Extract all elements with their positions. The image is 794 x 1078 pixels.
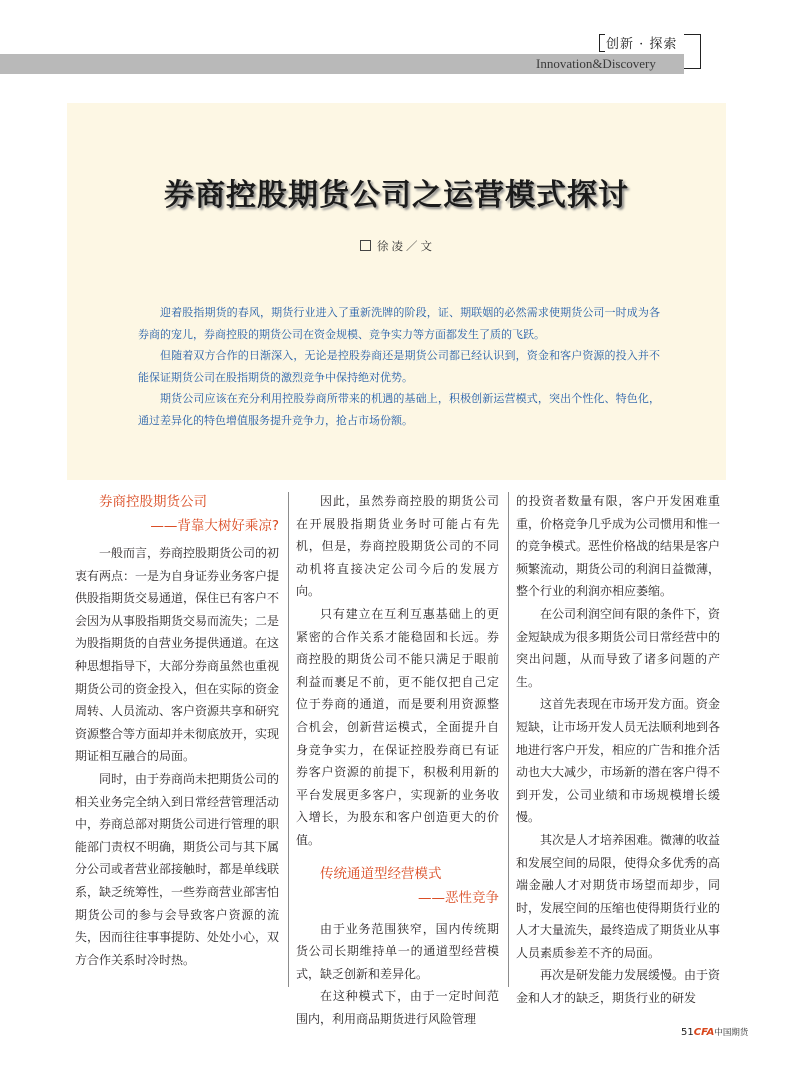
column-divider — [288, 492, 289, 987]
abstract-paragraph: 迎着股指期货的春风，期货行业进入了重新洗牌的阶段，证、期联姻的必然需求使期货公司一时成为各券商的宠儿，券商控股的期货公司在资金规模、竞争实力等方面都发生了质的飞跃。 — [138, 306, 660, 341]
body-paragraph: 只有建立在互利互惠基础上的更紧密的合作关系才能稳固和长远。券商控股的期货公司不能只满足于眼前利益而裹足不前，更不能仅把自己定位于券商的通道，而是要利用资源整合机会，创新营运模式，全面提升自身竞争实力，在保证控股券商已有证券客户资源的前提下，积极利用新的平台发展更多客户，实现新的业务收入增长，为股东和客户创造更大的价值。 — [296, 606, 499, 847]
body-paragraph: 的投资者数量有限，客户开发困难重重，价格竞争几乎成为公司惯用和惟一的竞争模式。恶性价格战的结果是客户频繁流动，期货公司的利润日益微薄，整个行业的利润亦相应萎缩。 — [516, 494, 721, 599]
body-paragraph: 再次是研发能力发展缓慢。由于资金和人才的缺乏，期货行业的研发 — [516, 968, 721, 1006]
abstract-paragraph: 期货公司应该在充分利用控股券商所带来的机遇的基础上，积极创新运营模式，突出个性化、特色化，通过差异化的特色增值服务提升竞争力，抢占市场份额。 — [138, 392, 660, 427]
body-paragraph: 同时，由于券商尚未把期货公司的相关业务完全纳入到日常经营管理活动中，券商总部对期货公司进行管理的职能部门责权不明确，期货公司与其下属分公司或者营业部接触时，都是单线联系，缺乏统筹性，一些券商营业部害怕期货公司的参与会导致客户资源的流失，因而往往事事提防、处处小心，双方合作关系时冷时热。 — [75, 771, 280, 967]
section-subheading: ——恶性竞争 — [418, 889, 499, 906]
square-bullet-icon — [360, 240, 371, 251]
body-paragraph: 其次是人才培养困难。微薄的收益和发展空间的局限，使得众多优秀的高端金融人才对期货市场望而却步，同时，发展空间的压缩也使得期货行业的人才大量流失，最终造成了期货业从事人员素质参差不齐的局面。 — [516, 832, 721, 960]
brand-logo: CFA — [693, 1027, 715, 1038]
page-footer — [681, 1026, 748, 1038]
magazine-name: 中国期货 — [714, 1028, 749, 1038]
body-paragraph: 在公司利润空间有限的条件下，资金短缺成为很多期货公司日常经营中的突出问题，从而导致了诸多问题的产生。 — [516, 606, 721, 689]
abstract — [138, 302, 660, 431]
body-paragraph: 由于业务范围狭窄，国内传统期货公司长期维持单一的通道型经营模式，缺乏创新和差异化。 — [296, 921, 499, 981]
abstract-paragraph: 但随着双方合作的日渐深入，无论是控股券商还是期货公司都已经认识到，资金和客户资源的投入并不能保证期货公司在股指期货的激烈竞争中保持绝对优势。 — [138, 349, 660, 384]
byline — [360, 238, 435, 254]
section-heading: 传统通道型经营模式 — [320, 865, 442, 882]
section-heading: 券商控股期货公司 — [99, 494, 207, 510]
body-paragraph: 一般而言，券商控股期货公司的初衷有两点：一是为自身证券业务客户提供股指期货交易通道，保住已有客户不会因为从事股指期货交易而流失；二是为股指期货的自营业务提供通道。在这种思想指导下，大部分券商虽然也重视期货公司的资金投入，但在实际的资金周转、人员流动、客户资源共享和研究资源整合等方面却并未彻底放开，实现期证相互融合的局面。 — [75, 546, 280, 764]
column-2 — [296, 490, 499, 1030]
section-category: 创新 · 探索 — [606, 37, 678, 52]
header-bracket-right — [684, 34, 701, 69]
body-paragraph: 这首先表现在市场开发方面。资金短缺，让市场开发人员无法顺利地到各地进行客户开发，相应的广告和推介活动也大大减少，市场新的潜在客户得不到开发，公司业绩和市场规模增长缓慢。 — [516, 697, 721, 825]
header-bracket-left — [599, 34, 605, 52]
column-1 — [75, 490, 279, 971]
body-paragraph: 在这种模式下，由于一定时间范围内，利用商品期货进行风险管理 — [296, 989, 499, 1026]
column-3 — [516, 490, 720, 1010]
section-subheading: ——背靠大树好乘凉? — [150, 518, 279, 534]
section-category-english: Innovation&Discovery — [536, 56, 656, 71]
page-number: 51 — [681, 1027, 694, 1038]
column-divider — [508, 492, 509, 987]
article-title: 券商控股期货公司之运营模式探讨 — [164, 178, 629, 213]
body-paragraph: 因此，虽然券商控股的期货公司在开展股指期货业务时可能占有先机，但是，券商控股期货公司的不同动机将直接决定公司今后的发展方向。 — [296, 494, 499, 599]
author: 徐凌／文 — [377, 239, 435, 253]
